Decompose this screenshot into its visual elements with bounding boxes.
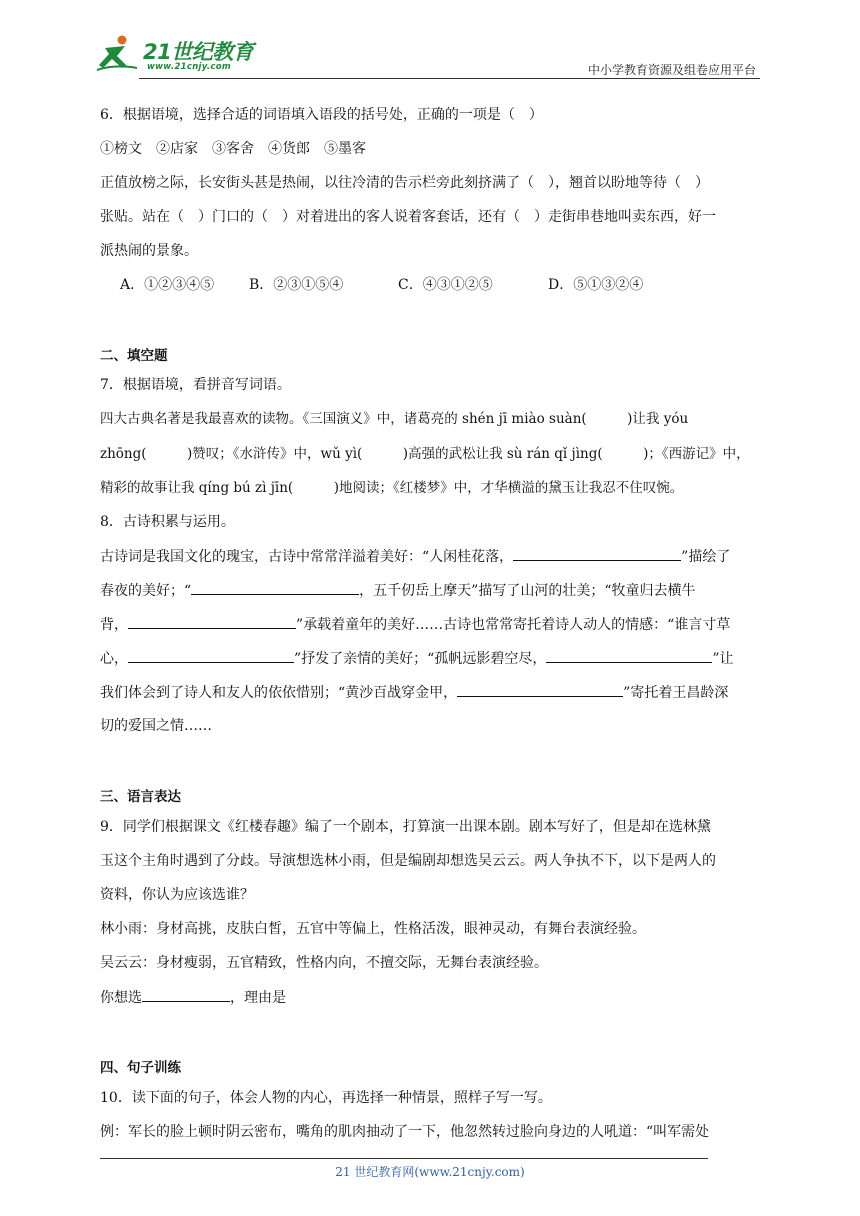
q8-text: ”描绘了 — [681, 549, 731, 565]
q8-line-4 — [100, 648, 734, 669]
q9-text: 你想选 — [100, 990, 142, 1006]
q7-stem: 7．根据语境，看拼音写词语。 — [100, 377, 291, 393]
q6-passage-line-1: 正值放榜之际，长安街头甚是热闹，以往冷清的告示栏旁此刻挤满了（ ），翘首以盼地等待（ ） — [100, 175, 709, 191]
q9-line-2: 玉这个主角时遇到了分歧。导演想选林小雨，但是编剧却想选吴云云。两人争执不下，以下是两人的 — [100, 853, 716, 869]
q9-line-1: 9．同学们根据课文《红楼春趣》编了一个剧本，打算演一出课本剧。剧本写好了，但是却在选林黛 — [100, 819, 711, 835]
q8-text: 我们体会到了诗人和友人的依依惜别；“黄沙百战穿金甲， — [100, 685, 458, 701]
q6-option-b: B．②③①⑤④ — [249, 277, 344, 293]
q8-text: ”寄托着王昌龄深 — [623, 685, 729, 701]
q9-candidate-lin: 林小雨：身材高挑，皮肤白皙，五官中等偏上，性格活泼，眼神灵动，有舞台表演经验。 — [100, 921, 646, 937]
brand-domain: www.21cnjy.com — [147, 62, 231, 72]
q7-line-3: 精彩的故事让我 qíng bú zì jīn( )地阅读；《红楼梦》中，才华横溢的黛玉让我忍不住叹惋。 — [100, 480, 684, 496]
q8-stem: 8．古诗积累与运用。 — [100, 514, 235, 530]
q6-passage-line-2: 张贴。站在（ ）门口的（ ）对着进出的客人说着客套话，还有（ ）走街串巷地叫卖东西，好一 — [100, 209, 716, 225]
q8-text: ”让 — [712, 651, 734, 667]
answer-blank[interactable] — [142, 987, 230, 1002]
answer-blank[interactable] — [128, 614, 296, 629]
q10-stem: 10．读下面的句子，体会人物的内心，再选择一种情景，照样子写一写。 — [100, 1090, 552, 1106]
answer-blank[interactable] — [513, 546, 681, 561]
q8-line-2 — [100, 580, 696, 601]
q6-option-c: C．④③①②⑤ — [398, 277, 493, 293]
q10-example: 例：军长的脸上顿时阴云密布，嘴角的肌肉抽动了一下，他忽然转过脸向身边的人吼道：“叫军需处 — [100, 1124, 710, 1140]
q8-text: 古诗词是我国文化的瑰宝，古诗中常常洋溢着美好：“人闲桂花落， — [100, 549, 514, 565]
q8-text: ”抒发了亲情的美好；“孤帆远影碧空尽， — [294, 651, 547, 667]
answer-blank[interactable] — [546, 648, 712, 663]
section-4-title: 四、句子训练 — [100, 1060, 181, 1076]
q8-text: 心， — [100, 651, 128, 667]
runner-logo-icon — [95, 34, 139, 72]
q8-text: 背， — [100, 617, 128, 633]
q9-line-3: 资料，你认为应该选谁？ — [100, 887, 254, 903]
site-logo — [95, 30, 265, 76]
q8-line-6: 切的爱国之情…… — [100, 718, 212, 734]
q6-passage-line-3: 派热闹的景象。 — [100, 243, 198, 259]
page-header — [95, 30, 760, 78]
page-footer: 21 世纪教育网(www.21cnjy.com) — [335, 1165, 525, 1179]
brand-name: 21世纪教育 — [143, 40, 254, 64]
answer-blank[interactable] — [457, 682, 623, 697]
q8-text: ，五千仞岳上摩天”描写了山河的壮美；“牧童归去横牛 — [359, 583, 696, 599]
q7-line-2: zhōng( )赞叹；《水浒传》中，wǔ yì( )高强的武松让我 sù rán qǐ jìng( )；《西游记》中， — [100, 446, 750, 462]
q8-line-1 — [100, 546, 730, 567]
answer-blank[interactable] — [191, 580, 359, 595]
q6-option-d: D．⑤①③②④ — [548, 277, 644, 293]
section-2-title: 二、填空题 — [100, 348, 168, 364]
header-divider — [139, 78, 760, 79]
answer-blank[interactable] — [128, 648, 294, 663]
q6-option-a: A．①②③④⑤ — [120, 277, 215, 293]
platform-tagline: 中小学教育资源及组卷应用平台 — [587, 63, 756, 77]
q7-line-1: 四大古典名著是我最喜欢的读物。《三国演义》中，诸葛亮的 shén jī miào suàn( )让我 yóu — [100, 411, 689, 427]
section-3-title: 三、语言表达 — [100, 789, 181, 805]
q6-word-list: ①榜文 ②店家 ③客舍 ④货郎 ⑤墨客 — [100, 141, 366, 157]
q9-answer-line — [100, 987, 286, 1008]
q8-text: ”承载着童年的美好……古诗也常常寄托着诗人动人的情感：“谁言寸草 — [296, 617, 731, 633]
q9-text: ，理由是 — [230, 990, 286, 1006]
q8-line-5 — [100, 682, 728, 703]
q8-text: 春夜的美好；“ — [100, 583, 192, 599]
footer-divider — [100, 1158, 708, 1159]
q8-line-3 — [100, 614, 730, 635]
q6-stem: 6．根据语境，选择合适的词语填入语段的括号处，正确的一项是（ ） — [100, 107, 543, 123]
q9-candidate-wu: 吴云云：身材瘦弱，五官精致，性格内向，不擅交际，无舞台表演经验。 — [100, 955, 548, 971]
